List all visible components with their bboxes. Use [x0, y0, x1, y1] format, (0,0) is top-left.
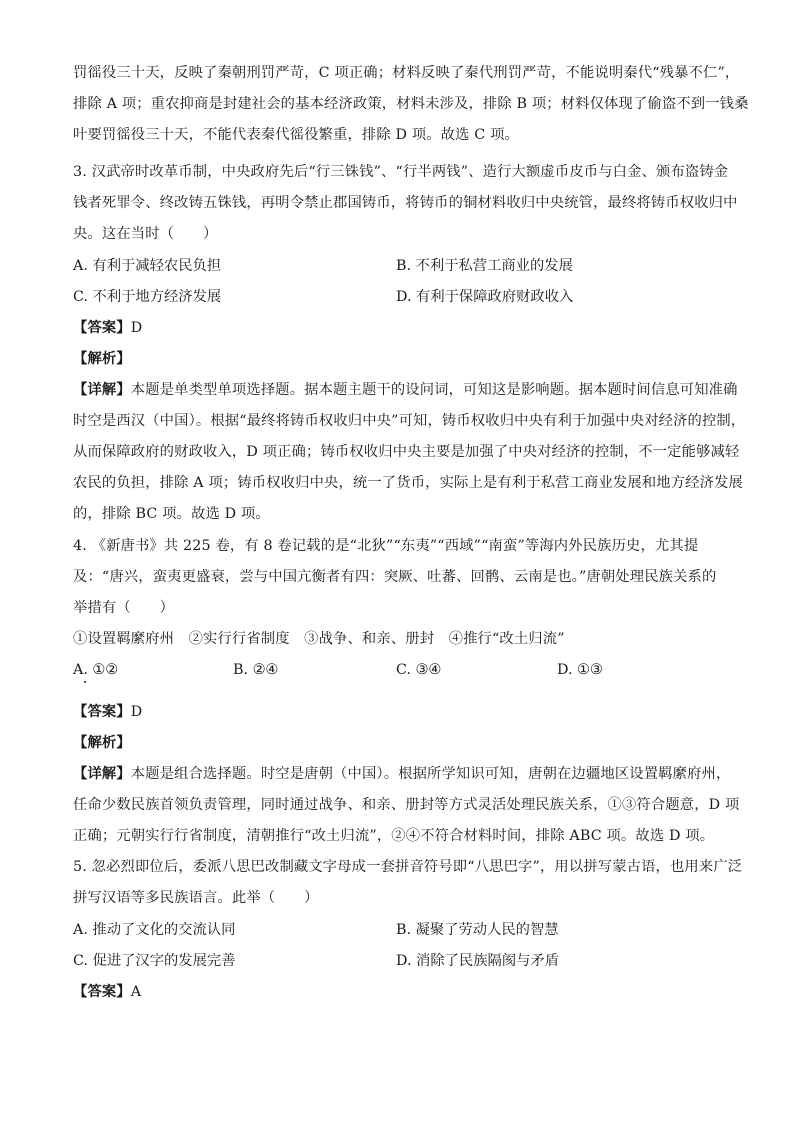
q4-detail-line-2: 任命少数民族首领负责管理，同时通过战争、和亲、册封等方式灵活处理民族关系，①③符合题意，D 项	[73, 797, 740, 813]
carryover-line-3: 叶要罚徭役三十天，不能代表秦代徭役繁重，排除 D 项。故选 C 项。	[73, 127, 519, 143]
q3-detail-tag: 【详解】	[73, 382, 131, 398]
q5-answer-tag: 【答案】	[73, 984, 131, 1000]
q3-answer	[73, 318, 723, 338]
q4-detail-tag: 【详解】	[73, 766, 131, 782]
q3-detail-line-1	[73, 380, 738, 400]
q4-option-c: C. ③④	[396, 662, 442, 678]
q3-analysis-label: 【解析】	[73, 351, 131, 367]
q4-items: ①设置羁縻府州 ②实行行省制度 ③战争、和亲、册封 ④推行“改土归流”	[73, 631, 565, 647]
q3-option-a: A. 有利于减轻农民负担	[73, 258, 222, 274]
q5-option-d: D. 消除了民族隔阂与矛盾	[396, 953, 560, 969]
q4-stem-line-2: 及：“唐兴，蛮夷更盛衰，尝与中国亢衡者有四：突厥、吐蕃、回鹘、云南是也。”唐朝处理民族关系的	[73, 569, 717, 585]
q4-answer-tag: 【答案】	[73, 704, 131, 720]
q4-option-b: B. ②④	[233, 662, 279, 678]
q4-detail-line-1	[73, 764, 731, 784]
q3-detail-line-3: 从而保障政府的财政收入，D 项正确；铸币权收归中央主要是加强了中央对经济的控制，不一定能够减轻	[73, 444, 740, 460]
q5-answer-value: A	[130, 984, 142, 1000]
q5-option-b: B. 凝聚了劳动人民的智慧	[396, 922, 559, 938]
q3-detail-text-1: 本题是单类型单项选择题。据本题主题干的设问词，可知这是影响题。据本题时间信息可知准确	[130, 382, 738, 398]
q3-stem-line-1: 3. 汉武帝时改革币制，中央政府先后“行三铢钱”、“行半两钱”、造行大额虚币皮币与白金、颁布盗铸金	[73, 164, 729, 180]
q5-stem-line-2: 拼写汉语等多民族语言。此举（ ）	[73, 890, 319, 906]
q3-detail-line-2: 时空是西汉（中国）。根据“最终将铸币权收归中央”可知，铸币权收归中央有利于加强中央对经济的控制，	[73, 413, 746, 429]
q4-option-d: D. ①③	[557, 662, 603, 678]
q4-answer-value: D	[130, 704, 143, 720]
q4-detail-line-3: 正确；元朝实行行省制度，清朝推行“改土归流”，②④不符合材料时间，排除 ABC 项。故选 D 项。	[73, 828, 715, 844]
q3-analysis-tag	[73, 349, 723, 369]
q4-answer	[73, 702, 723, 722]
q3-detail-line-5: 的，排除 BC 项。故选 D 项。	[73, 506, 270, 522]
q4-analysis-label: 【解析】	[73, 735, 131, 751]
q4-option-a: A. ①②	[73, 662, 119, 678]
q4-analysis-tag	[73, 733, 723, 753]
q4-stem-line-3: 举措有（ ）	[73, 600, 175, 616]
q5-option-c: C. 促进了汉字的发展完善	[73, 953, 236, 969]
q5-stem-line-1: 5. 忽必烈即位后，委派八思巴改制藏文字母成一套拼音符号即“八思巴字”，用以拼写蒙古语，也用来广泛	[73, 859, 743, 875]
q5-option-a: A. 推动了文化的交流认同	[73, 922, 236, 938]
q5-answer	[73, 982, 723, 1002]
q3-detail-line-4: 农民的负担，排除 A 项；铸币权收归中央，统一了货币，实际上是有利于私营工商业发展和地方经济发展	[73, 475, 743, 491]
carryover-line-1: 罚徭役三十天，反映了秦朝刑罚严苛，C 项正确；材料反映了秦代刑罚严苛，不能说明秦代“残暴不仁”，	[73, 65, 740, 81]
q3-stem-line-2: 钱者死罪令、终改铸五铢钱，再明令禁止郡国铸币，将铸币的铜材料收归中央统管，最终将铸币权收归中	[73, 195, 738, 211]
q4-detail-text-1: 本题是组合选择题。时空是唐朝（中国）。根据所学知识可知，唐朝在边疆地区设置羁縻府州，	[130, 766, 731, 782]
carryover-line-2: 排除 A 项；重农抑商是封建社会的基本经济政策，材料未涉及，排除 B 项；材料仅体现了偷盗不到一钱桑	[73, 96, 749, 112]
q4-stem-line-1: 4. 《新唐书》共 225 卷，有 8 卷记载的是“北狄”“东夷”“西域”“南蛮”等海内外民族历史，尤其提	[73, 538, 699, 554]
q3-option-b: B. 不利于私营工商业的发展	[396, 258, 573, 274]
q3-option-c: C. 不利于地方经济发展	[73, 289, 222, 305]
q3-stem-line-3: 央。这在当时（ ）	[73, 226, 218, 242]
stray-dot	[84, 681, 86, 683]
q3-answer-tag: 【答案】	[73, 320, 131, 336]
q3-option-d: D. 有利于保障政府财政收入	[396, 289, 574, 305]
q3-answer-value: D	[130, 320, 143, 336]
